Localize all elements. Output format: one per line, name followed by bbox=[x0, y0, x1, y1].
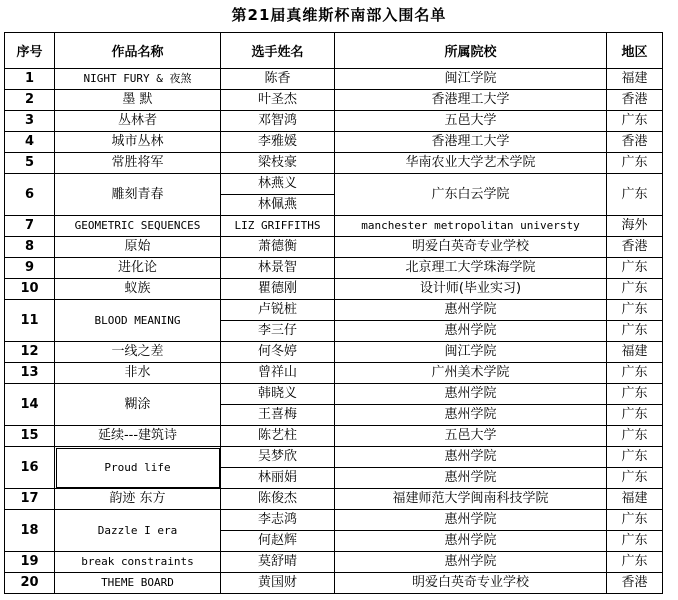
cell-name: 韩晓义 bbox=[221, 384, 335, 405]
cell-name: 陈艺柱 bbox=[221, 426, 335, 447]
cell-no: 19 bbox=[5, 552, 55, 573]
cell-name: 何赵辉 bbox=[221, 531, 335, 552]
cell-school: 惠州学院 bbox=[335, 405, 607, 426]
cell-work: 糊涂 bbox=[55, 384, 221, 426]
cell-region: 广东 bbox=[607, 384, 663, 405]
cell-school: 明爱白英奇专业学校 bbox=[335, 573, 607, 594]
cell-school: 惠州学院 bbox=[335, 447, 607, 468]
cell-school: 广东白云学院 bbox=[335, 174, 607, 216]
table-row bbox=[5, 279, 663, 300]
cell-no: 15 bbox=[5, 426, 55, 447]
cell-no: 1 bbox=[5, 69, 55, 90]
cell-no: 3 bbox=[5, 111, 55, 132]
cell-region: 广东 bbox=[607, 258, 663, 279]
cell-no: 4 bbox=[5, 132, 55, 153]
cell-school: 惠州学院 bbox=[335, 531, 607, 552]
cell-work: 蚁族 bbox=[55, 279, 221, 300]
cell-region: 广东 bbox=[607, 426, 663, 447]
cell-work: 非水 bbox=[55, 363, 221, 384]
cell-region: 广东 bbox=[607, 300, 663, 321]
cell-school: 惠州学院 bbox=[335, 384, 607, 405]
cell-name: 林佩燕 bbox=[221, 195, 335, 216]
cell-region: 广东 bbox=[607, 531, 663, 552]
cell-region: 广东 bbox=[607, 111, 663, 132]
cell-no: 18 bbox=[5, 510, 55, 552]
header-no: 序号 bbox=[5, 33, 55, 69]
cell-name: 萧德衡 bbox=[221, 237, 335, 258]
cell-name: 林丽娟 bbox=[221, 468, 335, 489]
cell-region: 福建 bbox=[607, 342, 663, 363]
cell-work: THEME BOARD bbox=[55, 573, 221, 594]
cell-work: 延续---建筑诗 bbox=[55, 426, 221, 447]
cell-region: 广东 bbox=[607, 153, 663, 174]
header-region: 地区 bbox=[607, 33, 663, 69]
cell-name: 黄国财 bbox=[221, 573, 335, 594]
cell-region: 广东 bbox=[607, 363, 663, 384]
table-row bbox=[5, 237, 663, 258]
table-row bbox=[5, 552, 663, 573]
cell-region: 香港 bbox=[607, 573, 663, 594]
table-row bbox=[5, 216, 663, 237]
cell-school: 北京理工大学珠海学院 bbox=[335, 258, 607, 279]
table-row bbox=[5, 111, 663, 132]
cell-work: 雕刻青春 bbox=[55, 174, 221, 216]
cell-region: 广东 bbox=[607, 321, 663, 342]
table-row bbox=[5, 132, 663, 153]
cell-work: BLOOD MEANING bbox=[55, 300, 221, 342]
header-school: 所属院校 bbox=[335, 33, 607, 69]
cell-no: 7 bbox=[5, 216, 55, 237]
cell-work: Dazzle I era bbox=[55, 510, 221, 552]
cell-school: 惠州学院 bbox=[335, 321, 607, 342]
cell-school: 惠州学院 bbox=[335, 468, 607, 489]
table-row bbox=[5, 510, 663, 531]
table-row bbox=[5, 69, 663, 90]
cell-school: manchester metropolitan universty bbox=[335, 216, 607, 237]
cell-region: 广东 bbox=[607, 279, 663, 300]
cell-no: 13 bbox=[5, 363, 55, 384]
table-body bbox=[5, 69, 663, 594]
cell-name: LIZ GRIFFITHS bbox=[221, 216, 335, 237]
cell-school: 明爱白英奇专业学校 bbox=[335, 237, 607, 258]
header-name: 选手姓名 bbox=[221, 33, 335, 69]
cell-name: 李志鸿 bbox=[221, 510, 335, 531]
cell-work: Proud life bbox=[55, 447, 221, 489]
cell-region: 广东 bbox=[607, 510, 663, 531]
cell-school: 惠州学院 bbox=[335, 510, 607, 531]
finalist-table bbox=[4, 32, 663, 594]
cell-name: 王喜梅 bbox=[221, 405, 335, 426]
cell-region: 福建 bbox=[607, 69, 663, 90]
cell-school: 设计师(毕业实习) bbox=[335, 279, 607, 300]
table-row bbox=[5, 258, 663, 279]
cell-work: 城市丛林 bbox=[55, 132, 221, 153]
cell-no: 2 bbox=[5, 90, 55, 111]
cell-name: 叶圣杰 bbox=[221, 90, 335, 111]
table-row bbox=[5, 573, 663, 594]
cell-region: 广东 bbox=[607, 447, 663, 468]
cell-work: 丛林者 bbox=[55, 111, 221, 132]
cell-name: 吴梦欣 bbox=[221, 447, 335, 468]
table-row bbox=[5, 426, 663, 447]
cell-name: 梁枝豪 bbox=[221, 153, 335, 174]
table-row bbox=[5, 153, 663, 174]
cell-no: 16 bbox=[5, 447, 55, 489]
cell-name: 李三仔 bbox=[221, 321, 335, 342]
cell-school: 香港理工大学 bbox=[335, 132, 607, 153]
cell-region: 广东 bbox=[607, 552, 663, 573]
cell-name: 陈香 bbox=[221, 69, 335, 90]
cell-no: 11 bbox=[5, 300, 55, 342]
cell-school: 福建师范大学闽南科技学院 bbox=[335, 489, 607, 510]
cell-work: 进化论 bbox=[55, 258, 221, 279]
cell-work: break constraints bbox=[55, 552, 221, 573]
page-title: 第21届真维斯杯南部入围名单 bbox=[231, 6, 447, 24]
cell-no: 10 bbox=[5, 279, 55, 300]
cell-no: 8 bbox=[5, 237, 55, 258]
cell-no: 9 bbox=[5, 258, 55, 279]
cell-name: 邓智鸿 bbox=[221, 111, 335, 132]
cell-region: 香港 bbox=[607, 90, 663, 111]
cell-no: 5 bbox=[5, 153, 55, 174]
cell-work: 原始 bbox=[55, 237, 221, 258]
cell-region: 广东 bbox=[607, 174, 663, 216]
cell-no: 14 bbox=[5, 384, 55, 426]
cell-school: 闽江学院 bbox=[335, 342, 607, 363]
table-row bbox=[5, 300, 663, 321]
cell-work: 墨 默 bbox=[55, 90, 221, 111]
cell-school: 香港理工大学 bbox=[335, 90, 607, 111]
header-row bbox=[5, 33, 663, 69]
table-row bbox=[5, 447, 663, 468]
cell-name: 卢锐桩 bbox=[221, 300, 335, 321]
cell-region: 广东 bbox=[607, 405, 663, 426]
cell-work: GEOMETRIC SEQUENCES bbox=[55, 216, 221, 237]
table-row bbox=[5, 384, 663, 405]
cell-no: 12 bbox=[5, 342, 55, 363]
cell-school: 闽江学院 bbox=[335, 69, 607, 90]
cell-no: 20 bbox=[5, 573, 55, 594]
cell-region: 海外 bbox=[607, 216, 663, 237]
table-row bbox=[5, 489, 663, 510]
cell-school: 惠州学院 bbox=[335, 552, 607, 573]
cell-name: 林景智 bbox=[221, 258, 335, 279]
cell-region: 广东 bbox=[607, 468, 663, 489]
table-row bbox=[5, 363, 663, 384]
cell-school: 五邑大学 bbox=[335, 426, 607, 447]
cell-school: 五邑大学 bbox=[335, 111, 607, 132]
cell-school: 惠州学院 bbox=[335, 300, 607, 321]
cell-name: 李雅媛 bbox=[221, 132, 335, 153]
cell-school: 广州美术学院 bbox=[335, 363, 607, 384]
table-row bbox=[5, 342, 663, 363]
table-row bbox=[5, 174, 663, 195]
cell-no: 6 bbox=[5, 174, 55, 216]
cell-no: 17 bbox=[5, 489, 55, 510]
cell-school: 华南农业大学艺术学院 bbox=[335, 153, 607, 174]
cell-name: 何冬婷 bbox=[221, 342, 335, 363]
cell-region: 香港 bbox=[607, 237, 663, 258]
cell-name: 陈俊杰 bbox=[221, 489, 335, 510]
cell-region: 香港 bbox=[607, 132, 663, 153]
cell-name: 曾祥山 bbox=[221, 363, 335, 384]
cell-name: 林燕义 bbox=[221, 174, 335, 195]
cell-name: 瞿德刚 bbox=[221, 279, 335, 300]
cell-name: 莫舒晴 bbox=[221, 552, 335, 573]
cell-work: 一线之差 bbox=[55, 342, 221, 363]
cell-work: 韵迹 东方 bbox=[55, 489, 221, 510]
header-work: 作品名称 bbox=[55, 33, 221, 69]
table-row bbox=[5, 90, 663, 111]
cell-work: NIGHT FURY & 夜煞 bbox=[55, 69, 221, 90]
cell-region: 福建 bbox=[607, 489, 663, 510]
cell-work: 常胜将军 bbox=[55, 153, 221, 174]
